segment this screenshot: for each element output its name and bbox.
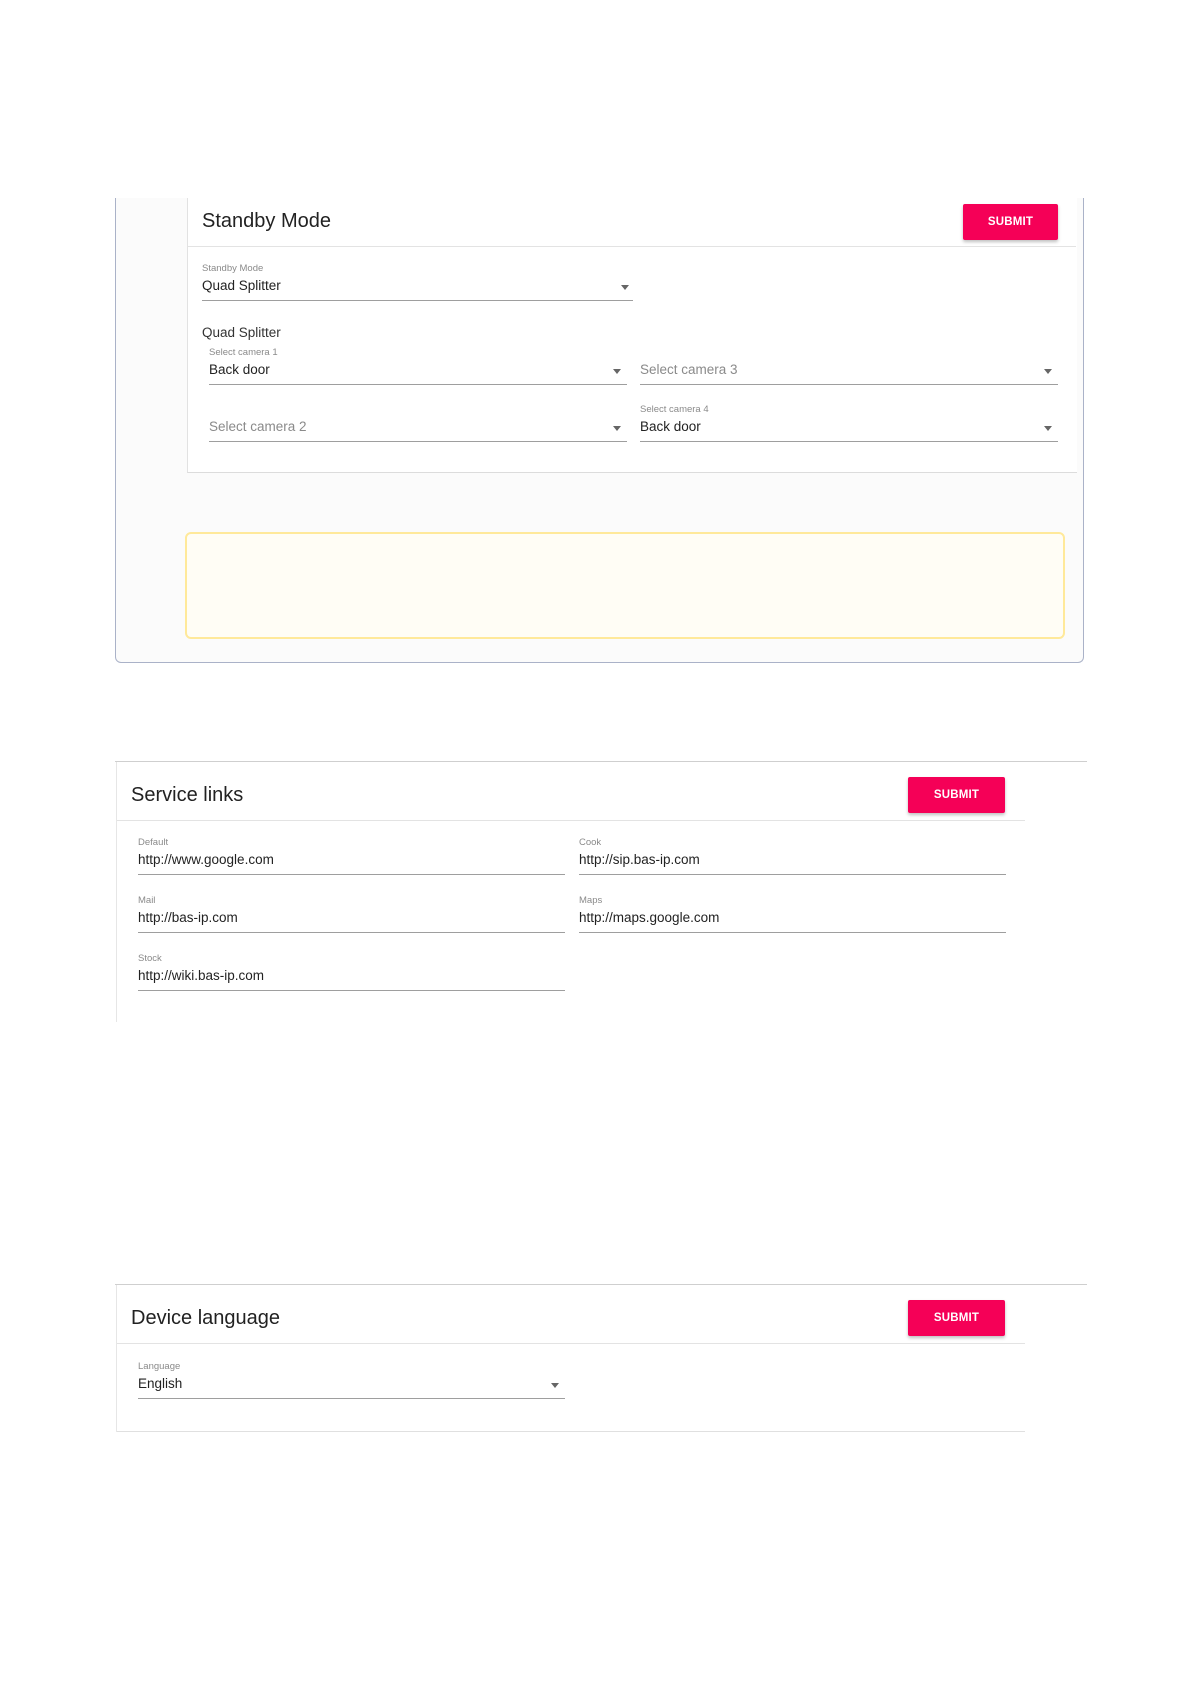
cook-link-underline: [579, 874, 1006, 875]
service-links-submit-button[interactable]: SUBMIT: [908, 777, 1005, 813]
standby-mode-label: Standby Mode: [202, 263, 264, 274]
stock-link-underline: [138, 990, 565, 991]
mail-link-label: Mail: [138, 895, 156, 906]
camera-4-select[interactable]: [640, 399, 1058, 443]
standby-mode-underline: [202, 300, 633, 301]
standby-title: Standby Mode: [202, 210, 331, 232]
camera-1-label: Select camera 1: [209, 347, 278, 358]
device-language-left-border: [116, 1285, 117, 1432]
camera-3-placeholder: Select camera 3: [640, 362, 738, 377]
quad-splitter-subheading: Quad Splitter: [202, 325, 281, 340]
warning-box: [185, 532, 1065, 639]
camera-2-underline: [209, 441, 627, 442]
standby-mode-select[interactable]: [202, 258, 633, 302]
chevron-down-icon: [621, 285, 629, 290]
camera-4-value: Back door: [640, 419, 701, 434]
camera-3-underline: [640, 384, 1058, 385]
chevron-down-icon: [1044, 426, 1052, 431]
service-links-title: Service links: [131, 784, 244, 806]
device-language-bottom-border: [117, 1431, 1025, 1432]
device-language-title: Device language: [131, 1307, 280, 1329]
maps-link-label: Maps: [579, 895, 603, 906]
language-label: Language: [138, 1361, 181, 1372]
cook-link-label: Cook: [579, 837, 602, 848]
camera-4-label: Select camera 4: [640, 404, 709, 415]
cook-link-field[interactable]: [579, 832, 1006, 876]
cook-link-value: http://sip.bas-ip.com: [579, 852, 700, 867]
service-links-left-border: [116, 762, 117, 1022]
standby-submit-button[interactable]: SUBMIT: [963, 204, 1058, 240]
stock-link-label: Stock: [138, 953, 162, 964]
maps-link-underline: [579, 932, 1006, 933]
camera-1-select[interactable]: [209, 342, 627, 386]
mail-link-underline: [138, 932, 565, 933]
camera-4-underline: [640, 441, 1058, 442]
camera-1-value: Back door: [209, 362, 270, 377]
chevron-down-icon: [613, 369, 621, 374]
device-language-top-border: [115, 1284, 1087, 1285]
mail-link-value: http://bas-ip.com: [138, 910, 238, 925]
camera-2-select[interactable]: [209, 399, 627, 443]
maps-link-field[interactable]: [579, 890, 1006, 934]
device-language-header-divider: [117, 1343, 1025, 1344]
default-link-field[interactable]: [138, 832, 565, 876]
stock-link-value: http://wiki.bas-ip.com: [138, 968, 265, 983]
stock-link-field[interactable]: [138, 948, 565, 992]
mail-link-field[interactable]: [138, 890, 565, 934]
device-language-submit-button[interactable]: SUBMIT: [908, 1300, 1005, 1336]
default-link-underline: [138, 874, 565, 875]
language-value: English: [138, 1376, 183, 1391]
language-select[interactable]: [138, 1356, 565, 1400]
default-link-value: http://www.google.com: [138, 852, 274, 867]
standby-mode-value: Quad Splitter: [202, 278, 281, 293]
camera-1-underline: [209, 384, 627, 385]
service-links-top-border: [115, 761, 1087, 762]
chevron-down-icon: [1044, 369, 1052, 374]
standby-header-divider: [188, 246, 1076, 247]
default-link-label: Default: [138, 837, 169, 848]
chevron-down-icon: [613, 426, 621, 431]
chevron-down-icon: [551, 1383, 559, 1388]
camera-2-placeholder: Select camera 2: [209, 419, 307, 434]
maps-link-value: http://maps.google.com: [579, 910, 720, 925]
service-links-header-divider: [117, 820, 1025, 821]
camera-3-select[interactable]: [640, 342, 1058, 386]
language-underline: [138, 1398, 565, 1399]
